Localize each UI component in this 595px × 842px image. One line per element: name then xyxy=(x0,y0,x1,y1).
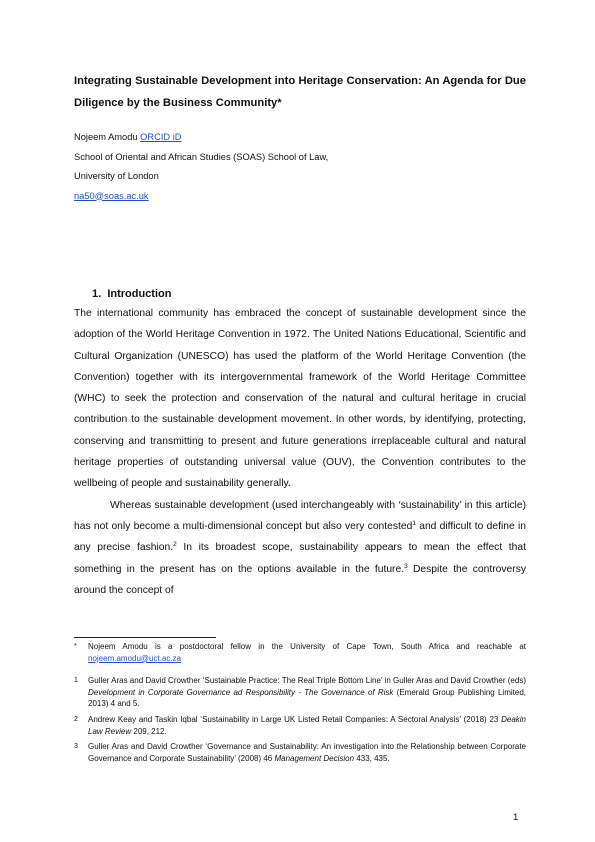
footnote-text-part: Guller Aras and David Crowther ‘Sustainable Practice: The Real Triple Bottom Line’ in Guller Aras and David Crowther (eds) xyxy=(88,676,526,686)
footnote-text xyxy=(87,641,526,664)
footnote-text xyxy=(87,714,526,737)
footnote-separator xyxy=(74,637,216,638)
footnote-ref-2[interactable]: 2 xyxy=(173,541,177,549)
section-number: 1. xyxy=(92,288,102,300)
body-text xyxy=(74,303,526,601)
footnote-text xyxy=(87,675,526,710)
paragraph-2-text-4: Despite the controversy around the concept of xyxy=(74,563,527,596)
footnote-text-part: 209, 212. xyxy=(131,726,167,736)
footnote-mark: * xyxy=(74,643,77,650)
affiliation-line-1: School of Oriental and African Studies (SOAS) School of Law, xyxy=(74,151,329,162)
footnote-text-part: Andrew Keay and Taskin Iqbal ‘Sustainability in Large UK Listed Retail Companies: A Sectoral Analysis’ (2018) 23 xyxy=(88,714,502,724)
paragraph-1: The international community has embraced the concept of sustainable development since the adoption of the World Heritage Convention in 1972. The United Nations Educational, Scientific and Cultural Organization (UNESCO) has used the platform of the World Heritage Convention (the Convention) together with its intergovernmental framework of the World Heritage Committee (WHC) to seek the protection and conservation of the natural and cultural heritage in crucial contribution to the sustainable development movement. In other words, by identifying, protecting, conserving and transmitting to present and future generations irreplaceable cultural and natural heritage properties of outstanding universal value (OUV), the Convention contributes to the wellbeing of people and sustainability generally. xyxy=(74,308,526,490)
paragraph-2-text-3: In its broadest scope, sustainability appears to mean the effect that something in the present has on the options available in the future. xyxy=(74,542,526,575)
author-email-link[interactable]: na50@soas.ac.uk xyxy=(74,190,149,201)
title-footnote-mark: * xyxy=(277,97,282,109)
author-name: Nojeem Amodu xyxy=(74,132,138,142)
section-heading xyxy=(92,286,171,302)
footnote-text-part: Guller Aras and David Crowther ‘Governance and Sustainability: An investigation into the Relationship between Corporate Governance and Corporate Sustainability’ (2008) 46 xyxy=(88,742,526,763)
paragraph-2-text-2: and difficult to define in any precise fashion. xyxy=(74,520,526,554)
affiliation-line-2: University of London xyxy=(74,171,159,181)
footnote-item xyxy=(74,714,526,737)
footnote-mark: 3 xyxy=(74,743,78,751)
paper-title xyxy=(74,70,526,114)
footnote-italic: Management Decision xyxy=(274,753,355,763)
footnote-ref-1[interactable]: 1 xyxy=(412,519,416,527)
footnote-text-part: (Emerald Group Publishing Limited, 2013) 4 and 5. xyxy=(88,687,526,709)
footnotes xyxy=(74,641,526,764)
paragraph-2-text-1: Whereas sustainable development (used interchangeably with ‘sustainability’ in this article) has not only become a multi-dimensional concept but also very contested xyxy=(74,499,526,532)
paragraph-2 xyxy=(74,495,526,601)
author-line xyxy=(74,128,526,148)
footnote-item xyxy=(74,641,526,664)
footnote-item xyxy=(74,675,526,710)
author-block xyxy=(74,128,526,206)
footnote-text-part: 433, 435. xyxy=(354,753,390,763)
footnote-text xyxy=(87,741,526,764)
page-number: 1 xyxy=(513,812,519,823)
footnote-mark: 2 xyxy=(74,715,78,723)
orcid-link[interactable]: ORCID iD xyxy=(140,132,182,142)
footnote-mark: 1 xyxy=(74,677,78,685)
footnote-ref-3[interactable]: 3 xyxy=(404,562,408,570)
paper-title-text: Integrating Sustainable Development into Heritage Conservation: An Agenda for Due Diligence by the Business Community xyxy=(74,75,526,109)
footnote-item xyxy=(74,741,526,764)
footnote-italic: Development in Corporate Governance ad Responsibility - The Governance of Risk xyxy=(88,687,394,697)
footnote-italic: Deakin Law Review xyxy=(88,714,526,736)
footnote-text-part: Nojeem Amodu is a postdoctoral fellow in the University of Cape Town, South Africa and reachable at xyxy=(88,642,526,651)
section-title: Introduction xyxy=(107,288,172,300)
footnote-email-link[interactable]: nojeem.amodu@uct.ac.za xyxy=(88,653,182,663)
